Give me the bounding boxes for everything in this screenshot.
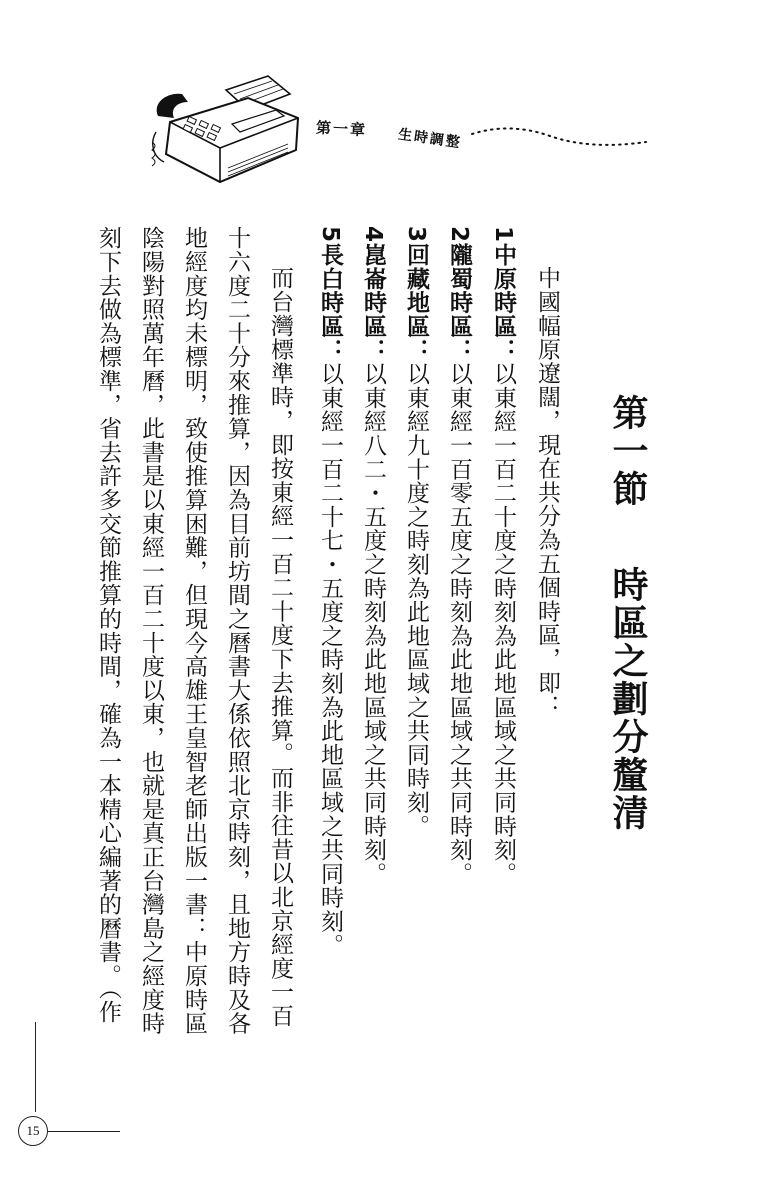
dotted-divider — [470, 120, 650, 160]
intro-line: 中國幅原遼闊，現在共分為五個時區，即： — [534, 266, 560, 719]
zone-item-4 — [361, 226, 384, 885]
paragraph-line: 地經度均未標明，致使推算困難，但現今高雄王皇智老師出版一書：中原時區 — [181, 226, 207, 1036]
zone-item-1 — [491, 226, 514, 885]
paragraph-line: 十六度二十分來推算，因為目前坊間之曆書大係依照北京時刻，且地方時及各 — [224, 226, 250, 1036]
zone-name: 崑崙時區： — [360, 242, 386, 362]
section-title — [607, 394, 649, 832]
zone-text: 以東經一百二十七・五度之時刻為此地區域之共同時刻。 — [317, 361, 343, 957]
paragraph-line: 而台灣標準時，即按東經一百二十度下去推算。而非往昔以北京經度一百 — [267, 266, 293, 1028]
zone-number: 3 — [403, 226, 429, 243]
zone-number: 1 — [490, 226, 516, 243]
paragraph-line: 陰陽對照萬年曆，此書是以東經一百二十度以東，也就是真正台灣島之經度時 — [138, 226, 164, 1036]
zone-text: 以東經九十度之時刻為此地區域之共同時刻。 — [403, 361, 429, 838]
chapter-label: 第一章 — [315, 118, 368, 140]
zone-text: 以東經一百零五度之時刻為此地區域之共同時刻。 — [446, 361, 472, 886]
zone-number: 2 — [446, 226, 472, 243]
zone-item-2 — [447, 226, 470, 885]
fax-machine-icon — [148, 72, 306, 190]
paragraph-line: 刻下去做為標準，省去許多交節推算的時間，確為一本精心編著的曆書。（作 — [95, 226, 121, 1024]
footer-rule-vertical — [35, 1022, 36, 1112]
zone-name: 長白時區： — [317, 242, 343, 362]
footer-rule-horizontal — [48, 1131, 120, 1132]
zone-name: 中原時區： — [490, 242, 516, 362]
section-title-text: 時區之劃分釐清 — [607, 566, 649, 832]
zone-number: 5 — [317, 226, 343, 243]
chapter-title: 生時調整 — [397, 126, 463, 152]
section-number: 第一節 — [607, 394, 649, 508]
zone-number: 4 — [360, 226, 386, 243]
zone-text: 以東經一百二十度之時刻為此地區域之共同時刻。 — [490, 361, 516, 886]
zone-text: 以東經八二・五度之時刻為此地區域之共同時刻。 — [360, 361, 386, 886]
zone-item-5 — [318, 226, 341, 957]
zone-item-3 — [404, 226, 427, 838]
page-number: 15 — [18, 1116, 48, 1146]
zone-name: 回藏地區： — [403, 242, 429, 362]
zone-name: 隴蜀時區： — [446, 242, 472, 362]
